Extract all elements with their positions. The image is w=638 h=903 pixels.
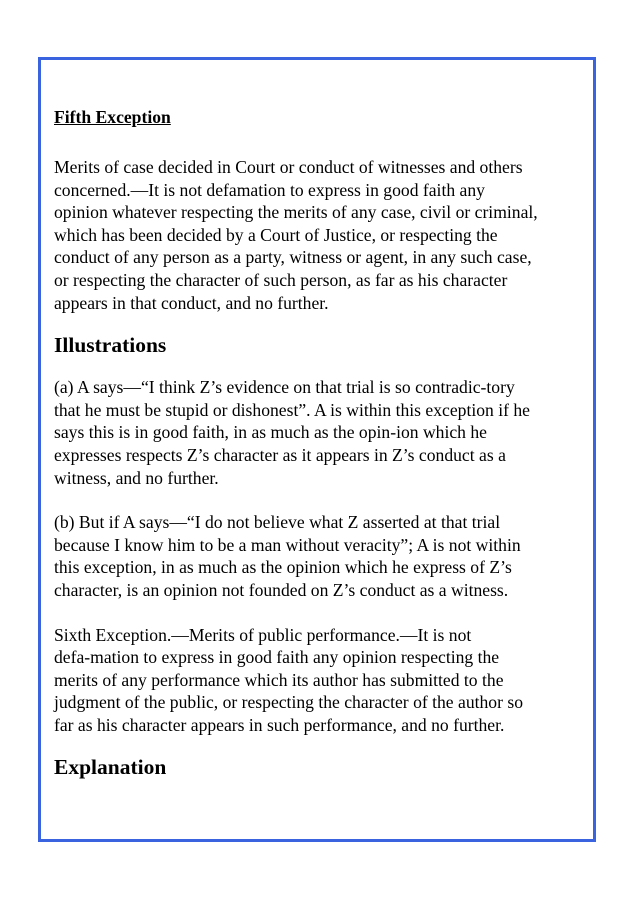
illustrations-heading: Illustrations (54, 333, 167, 358)
fifth-exception-paragraph: Merits of case decided in Court or conduct of witnesses and others concerned.—It is not defamation to express in good faith any opinion whatever respecting the merits of any case, civil or criminal, which has been decided by a Court of Justice, or respecting the conduct of any person as a party, witness or agent, in any such case, or respecting the character of such person, as far as his character appears in that conduct, and no further. (54, 157, 538, 313)
document-body (54, 106, 594, 780)
illustration-a-paragraph: (a) A says—“I think Z’s evidence on that trial is so contradic-tory that he must be stupid or dishonest”. A is within this exception if he says this is in good faith, in as much as the opin-ion which he expresses respects Z’s character as it appears in Z’s conduct as a witness, and no further. (54, 377, 530, 488)
illustration-b-paragraph: (b) But if A says—“I do not believe what Z asserted at that trial because I know him to be a man without veracity”; A is not within this exception, in as much as the opinion which he express of Z’s character, is an opinion not founded on Z’s conduct as a witness. (54, 512, 521, 600)
fifth-exception-heading: Fifth Exception (54, 107, 171, 127)
explanation-heading: Explanation (54, 755, 167, 780)
sixth-exception-paragraph: Sixth Exception.—Merits of public performance.—It is not defa-mation to express in good faith any opinion respecting the merits of any performance which its author has submitted to the judgment of the public, or respecting the character of the author so far as his character appears in such performance, and no further. (54, 624, 524, 735)
